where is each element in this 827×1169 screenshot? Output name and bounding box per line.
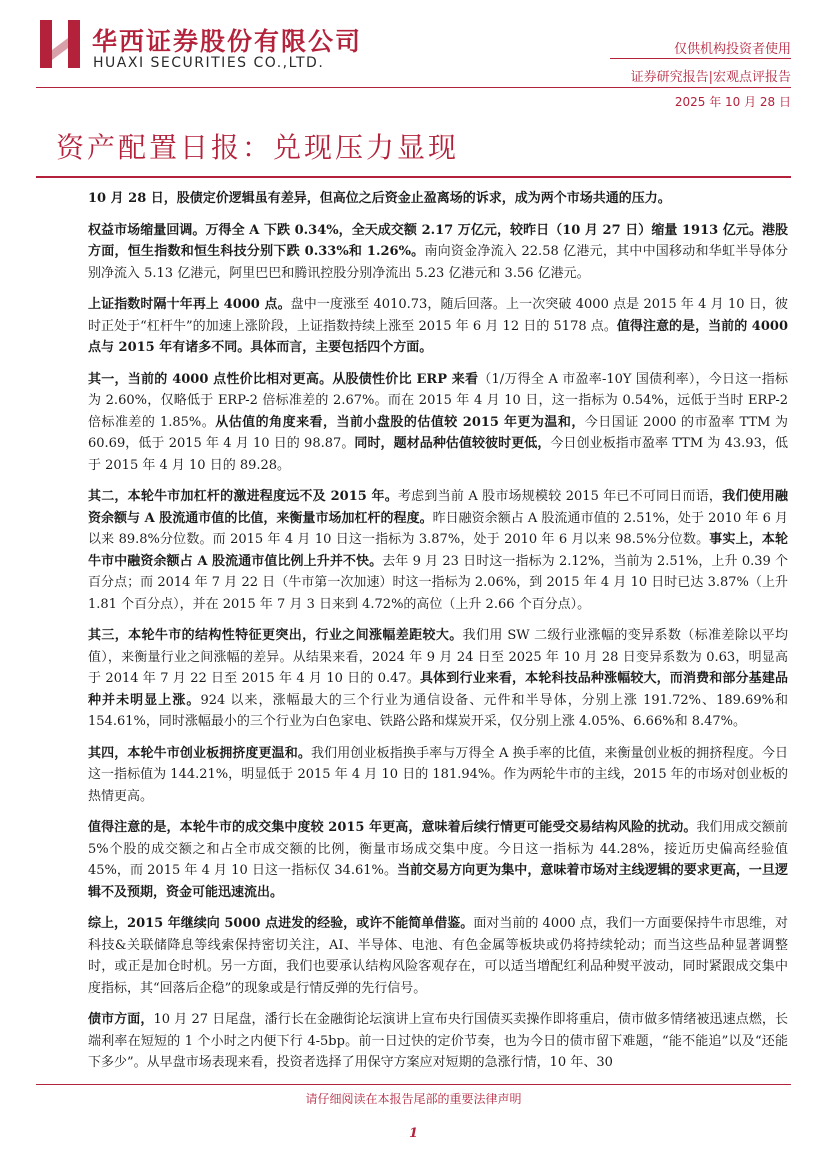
report-date: 2025 年 10 月 28 日 bbox=[674, 95, 791, 109]
paragraph-text: 今日国证 2000 的市盈率 TTM 为 60.69，低于 2015 年 4 月 10 日的 98.87。 bbox=[88, 414, 788, 451]
paragraph bbox=[88, 913, 788, 999]
paragraph-text: 我们用成交额前 5%个股的成交额之和占全市成交额的比例，衡量市场成交集中度。今日这一指标为 44.28%，接近历史偏高经验值 45%，而 2015 年 4 月 10 日这一指标仅 34.61%。 bbox=[88, 820, 788, 878]
paragraph-lead: 其一，当前的 4000 点性价比相对更高。从股债性价比 ERP 来看 bbox=[88, 371, 479, 387]
paragraph-text: 我们用 SW 二级行业涨幅的变异系数（标准差除以平均值），来衡量行业之间涨幅的差异。从结果来看，2024 年 9 月 24 日至 2025 年 10 月 28 日变异系数为 0.63，明显高于 2014 年 7 月 22 日至 2015 年 4 月 10 日的 0.47。 bbox=[88, 628, 788, 686]
paragraph bbox=[88, 220, 788, 285]
huaxi-logo-icon bbox=[40, 20, 80, 68]
header-divider bbox=[610, 58, 791, 59]
paragraph bbox=[88, 1009, 788, 1074]
paragraph-lead: 其四，本轮牛市创业板拥挤度更温和。 bbox=[88, 745, 312, 761]
paragraph-text: 今日创业板指市盈率 TTM 为 43.93，低于 2015 年 4 月 10 日的 89.28。 bbox=[88, 436, 788, 473]
paragraph-emphasis: 当前交易方向更为集中，意味着市场对主线逻辑的要求更高，一旦逻辑不及预期，资金可能迅速流出。 bbox=[88, 863, 788, 900]
paragraph-text: 昨日融资余额占 A 股流通市值的 2.51%，处于 2010 年 6 月以来 89.8%分位数。而 2015 年 4 月 10 日这一指标为 3.87%，处于 2010 年 6 月以来 98.5%分位数。 bbox=[88, 510, 789, 547]
company-name-cn: 华西证券股份有限公司 bbox=[92, 27, 363, 56]
paragraph-text: 南向资金净流入 22.58 亿港元，其中中国移动和华虹半导体分别净流入 5.13 亿港元，阿里巴巴和腾讯控股分别净流出 5.23 亿港元和 3.56 亿港元。 bbox=[88, 244, 788, 281]
paragraph bbox=[88, 625, 788, 733]
paragraph bbox=[88, 486, 788, 615]
paragraph-lead: 债市方面， bbox=[88, 1012, 154, 1027]
paragraph-text: 盘中一度涨至 4010.73，随后回落。上一次突破 4000 点是 2015 年 4 月 10 日，彼时正处于“杠杆牛”的加速上涨阶段，上证指数持续上涨至 2015 年 6 月 12 日的 5178 点。 bbox=[88, 297, 788, 334]
paragraph bbox=[88, 188, 788, 210]
paragraph-text: 924 以来，涨幅最大的三个行业为通信设备、元件和半导体，分别上涨 191.72%、189.69%和 154.61%，同时涨幅最小的三个行业为白色家电、铁路公路和煤炭开采，仅分别上涨 4.05%、6.66%和 8.47%。 bbox=[88, 692, 788, 729]
paragraph-emphasis: 从估值的角度来看，当前小盘股的估值较 2015 年更为温和， bbox=[215, 414, 585, 430]
paragraph-emphasis: 我们使用融资余额与 A 股流通市值的比值，来衡量市场加杠杆的程度。 bbox=[88, 489, 788, 526]
paragraph-emphasis: 10 月 28 日，股债定价逻辑虽有差异，但高位之后资金止盈离场的诉求，成为两个市场共通的压力。 bbox=[88, 191, 671, 206]
paragraph-text: 去年 9 月 23 日时这一指标为 2.12%，当前为 2.51%，上升 0.39 个百分点；而 2014 年 7 月 22 日（牛市第一次加速）时这一指标为 2.06%，到 2015 年 4 月 10 日时已达 3.87%（上升 1.81 个百分点），并在 2015 年 7 月 3 日来到 4.72%的高位（上升 2.66 个百分点）。 bbox=[88, 553, 788, 612]
page-number: 1 bbox=[408, 1126, 419, 1141]
paragraph-text: （1/万得全 A 市盈率-10Y 国债利率），今日这一指标为 2.60%，仅略低于 ERP-2 倍标准差的 2.67%。而在 2015 年 4 月 10 日，这一指标为 0.54%，远低于当时 ERP-2 倍标准差的 1.85%。 bbox=[88, 371, 789, 430]
footer-rule bbox=[36, 1084, 791, 1085]
paragraph bbox=[88, 369, 788, 477]
usage-note: 仅供机构投资者使用 bbox=[673, 42, 791, 57]
paragraph-emphasis: 具体到行业来看，本轮科技品种涨幅较大，而消费和部分基建品种并未明显上涨。 bbox=[88, 671, 788, 708]
paragraph-emphasis: 事实上，本轮牛市中融资余额占 A 股流通市值比例上升并不快。 bbox=[88, 532, 788, 569]
paragraph-text: 10 月 27 日尾盘，潘行长在金融街论坛演讲上宣布央行国债买卖操作即将重启，债市做多情绪被迅速点燃，长端利率在短短的 1 个小时之内便下行 4-5bp。前一日过快的定价节奏，也为今日的债市留下难题，“能不能追”以及“还能下多少”。从早盘市场表现来看，投资者选择了用保守方案应对短期的急涨行情，10 年、30 bbox=[88, 1012, 788, 1070]
paragraph-text: 我们用创业板指换手率与万得全 A 换手率的比值，来衡量创业板的拥挤程度。今日这一指标值为 144.21%，明显低于 2015 年 4 月 10 日的 181.94%。作为两轮牛市的主线，2015 年的市场对创业板的热情更高。 bbox=[88, 745, 788, 804]
paragraph-text: 面对当前的 4000 点，我们一方面要保持牛市思维，对科技&关联储降息等线索保持密切关注，AI、半导体、电池、有色金属等板块或仍将持续轮动；而当这些品种显著调整时，或正是加仓时机。另一方面，我们也要承认结构风险客观存在，可以适当增配红利品种熨平波动，同时紧跟成交集中度指标，其“回落后企稳”的现象或是行情反弹的先行信号。 bbox=[88, 916, 788, 996]
footer-disclaimer: 请仔细阅读在本报告尾部的重要法律声明 bbox=[305, 1092, 522, 1106]
paragraph-lead: 权益市场缩量回调。万得全 A 下跌 0.34%，全天成交额 2.17 万亿元，较昨日（10 月 27 日）缩量 1913 亿元。港股方面，恒生指数和恒生科技分别下跌 0.33%和 1.26%。 bbox=[88, 222, 788, 259]
paragraph-lead: 综上，2015 年继续向 5000 点进发的经验，或许不能简单借鉴。 bbox=[88, 916, 474, 931]
paragraph bbox=[88, 817, 788, 903]
report-type: 证券研究报告|宏观点评报告 bbox=[630, 70, 791, 85]
paragraph bbox=[88, 743, 788, 808]
paragraph-emphasis: 同时，题材品种估值较彼时更低， bbox=[354, 436, 551, 451]
title-rule bbox=[36, 176, 791, 178]
paragraph-text: 考虑到当前 A 股市场规模较 2015 年已不可同日而语， bbox=[397, 489, 723, 504]
paragraph bbox=[88, 294, 788, 359]
report-header bbox=[0, 0, 827, 109]
page-title: 资产配置日报：兑现压力显现 bbox=[56, 131, 460, 164]
paragraph-lead: 值得注意的是，本轮牛市的成交集中度较 2015 年更高，意味着后续行情更可能受交易结构风险的扰动。 bbox=[88, 820, 697, 835]
paragraph-emphasis: 值得注意的是，当前的 4000 点与 2015 年有诸多不同。具体而言，主要包括四个方面。 bbox=[88, 318, 788, 355]
paragraph-lead: 上证指数时隔十年再上 4000 点。 bbox=[88, 297, 291, 312]
company-name-en: HUAXI SECURITIES CO.,LTD. bbox=[93, 55, 325, 71]
paragraph-lead: 其三，本轮牛市的结构性特征更突出，行业之间涨幅差距较大。 bbox=[88, 628, 463, 643]
report-body bbox=[88, 188, 788, 1084]
header-rule bbox=[36, 87, 791, 88]
paragraph-lead: 其二，本轮牛市加杠杆的激进程度远不及 2015 年。 bbox=[88, 489, 398, 504]
